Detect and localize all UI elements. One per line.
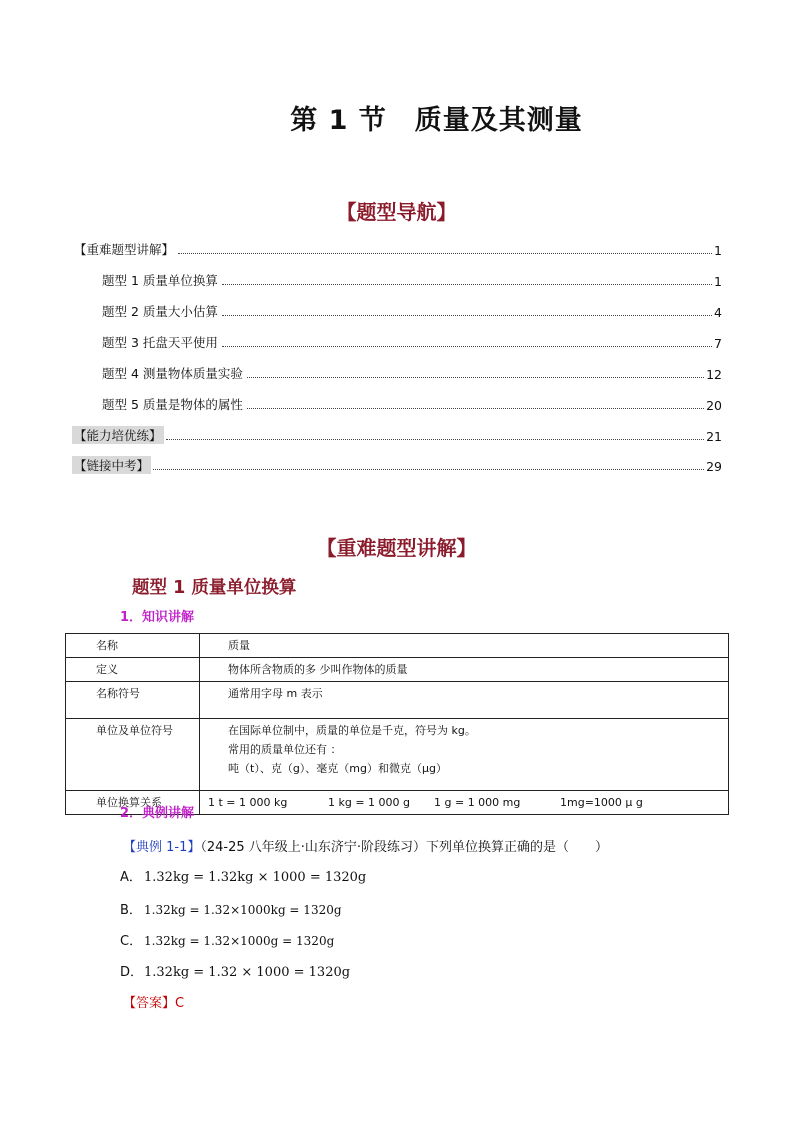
example-heading: 2．典例讲解: [120, 806, 195, 821]
conversion: 1 g = 1 000 mg: [434, 796, 521, 809]
toc-entry[interactable]: [100, 362, 722, 382]
question: [123, 836, 608, 855]
answer: [123, 992, 184, 1011]
toc-entry[interactable]: [100, 300, 722, 320]
toc-leader: [222, 315, 712, 316]
toc-label: 题型 1 质量单位换算: [102, 273, 218, 288]
toc-leader: [153, 469, 704, 470]
table-row: [66, 658, 729, 682]
section-heading: 【重难题型讲解】: [316, 536, 477, 560]
toc-leader: [247, 377, 704, 378]
toc-page: 29: [706, 459, 722, 474]
option-label: B．: [120, 903, 142, 918]
table-row: [66, 719, 729, 791]
answer-tag: 【答案】: [123, 996, 176, 1011]
toc-label: 【能力培优练】: [74, 428, 162, 443]
toc-leader: [166, 439, 705, 440]
option-b: [120, 899, 342, 918]
toc-label: 题型 5 质量是物体的属性: [102, 397, 243, 412]
toc-leader: [222, 284, 712, 285]
row-name: 定义: [66, 658, 200, 682]
table-row: [66, 634, 729, 658]
toc-label: 【链接中考】: [74, 458, 150, 473]
row-name: 名称符号: [66, 682, 200, 719]
toc-page: 4: [714, 305, 722, 320]
knowledge-table: [65, 633, 729, 815]
option-label: D．: [120, 965, 144, 980]
toc-leader: [222, 346, 712, 347]
toc-entry[interactable]: [72, 238, 722, 258]
toc-page: 1: [714, 243, 722, 258]
row-value: 物体所含物质的多 少叫作物体的质量: [200, 658, 729, 682]
toc-label: 题型 3 托盘天平使用: [102, 335, 218, 350]
option-label: A．: [120, 870, 142, 885]
value-line: 在国际单位制中，质量的单位是千克，符号为 kg。: [228, 724, 476, 737]
toc-page: 20: [706, 398, 722, 413]
row-name: 单位换算关系: [66, 791, 200, 815]
conversion: 1 t = 1 000 kg: [208, 796, 288, 809]
row-value: [200, 719, 729, 791]
type-title: 题型 1 质量单位换算: [132, 578, 297, 598]
option-c: [120, 930, 334, 949]
row-value: 通常用字母 m 表示: [200, 682, 729, 719]
value-line: 常用的质量单位还有 ：: [228, 743, 342, 756]
knowledge-heading: 1．知识讲解: [120, 610, 195, 625]
option-a: [120, 866, 366, 885]
row-value: 质量: [200, 634, 729, 658]
option-text: 1.32kg = 1.32kg × 1000 = 1320g: [144, 870, 367, 885]
toc-label: 题型 4 测量物体质量实验: [102, 366, 243, 381]
toc-label: 题型 2 质量大小估算: [102, 304, 218, 319]
row-name: 单位及单位符号: [66, 719, 200, 791]
toc-entry[interactable]: [72, 424, 722, 444]
page-title: 第 1 节 质量及其测量: [290, 105, 583, 136]
option-text: 1.32kg = 1.32 × 1000 = 1320g: [144, 965, 351, 980]
answer-value: C: [175, 996, 185, 1011]
option-label: C．: [120, 934, 143, 949]
conversion: 1 kg = 1 000 g: [328, 796, 411, 809]
toc-page: 12: [706, 367, 722, 382]
conversion: 1mg=1000 μ g: [560, 796, 643, 809]
toc-entry[interactable]: [100, 393, 722, 413]
option-d: [120, 961, 350, 980]
toc-label: 【重难题型讲解】: [74, 242, 175, 257]
nav-heading: 【题型导航】: [336, 200, 457, 224]
toc-leader: [247, 408, 704, 409]
table-row: [66, 682, 729, 719]
option-text: 1.32kg = 1.32×1000g = 1320g: [144, 934, 335, 948]
row-name: 名称: [66, 634, 200, 658]
toc-leader: [178, 253, 712, 254]
toc-entry[interactable]: [100, 269, 722, 289]
value-line: 吨（t）、克（g）、毫克（mg）和微克（μg）: [228, 762, 447, 775]
toc-page: 21: [706, 429, 722, 444]
row-value: [200, 791, 729, 815]
toc-page: 1: [714, 274, 722, 289]
question-text: （24-25 八年级上·山东济宁·阶段练习）下列单位换算正确的是（ ）: [200, 840, 609, 855]
question-tag: 【典例 1-1】: [123, 840, 201, 855]
toc-page: 7: [714, 336, 722, 351]
toc-entry[interactable]: [72, 454, 722, 474]
option-text: 1.32kg = 1.32×1000kg = 1320g: [144, 903, 342, 917]
toc-entry[interactable]: [100, 331, 722, 351]
